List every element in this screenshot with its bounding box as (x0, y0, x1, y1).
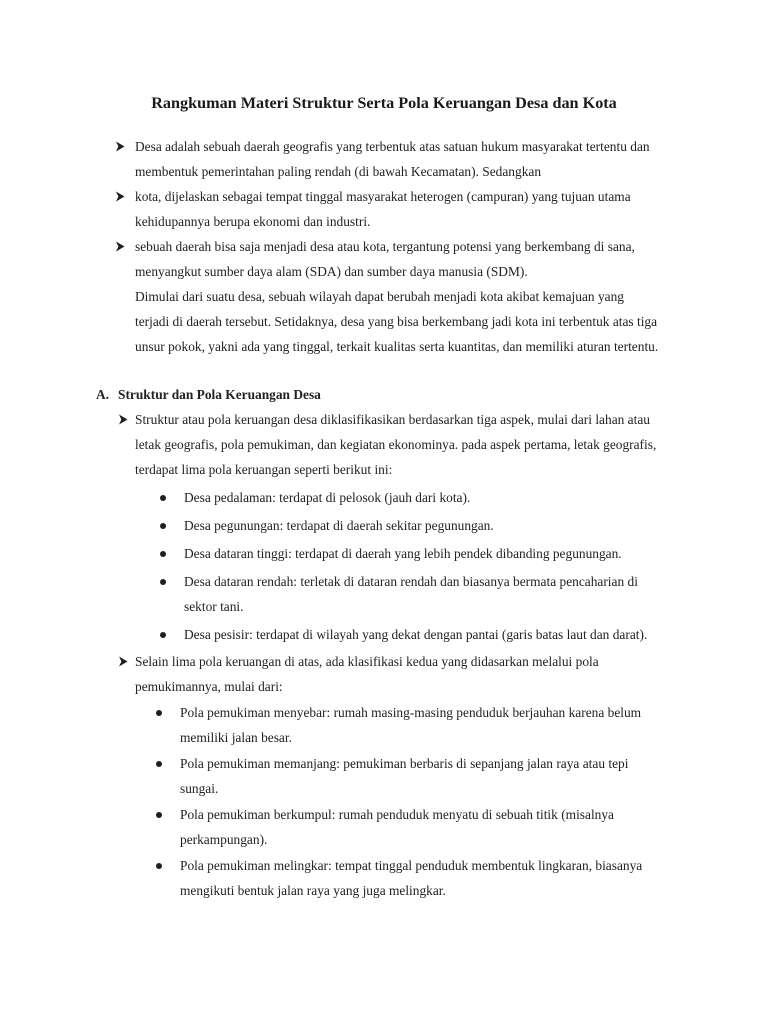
section-a-item (0, 649, 768, 699)
paragraph-line: unsur pokok, yakni ada yang tinggal, terkait kualitas serta kuantitas, dan memiliki aturan tertentu. (135, 339, 659, 354)
list-item (0, 622, 768, 647)
list-item (0, 853, 768, 903)
intro-list (0, 134, 768, 359)
arrow-bullet-icon (114, 234, 126, 259)
arrow-bullet-icon (114, 184, 126, 209)
list-item-text: Desa pegunungan: terdapat di daerah sekitar pegunungan. (184, 518, 494, 533)
list-item (0, 513, 768, 538)
section-a-list (0, 407, 768, 903)
list-item-text: mengikuti bentuk jalan raya yang juga melingkar. (180, 883, 446, 898)
list-item (0, 700, 768, 750)
intro-item (0, 134, 768, 184)
list-item (0, 751, 768, 801)
section-a-item (0, 407, 768, 482)
bullet-dot-icon (160, 523, 166, 529)
intro-item (0, 234, 768, 359)
paragraph-line: kota, dijelaskan sebagai tempat tinggal masyarakat heterogen (campuran) yang tujuan utama (135, 189, 631, 204)
bullet-dot-icon (156, 812, 162, 818)
list-item-text: sungai. (180, 781, 219, 796)
paragraph-line: menyangkut sumber daya alam (SDA) dan sumber daya manusia (SDM). (135, 264, 528, 279)
list-item-text: Desa dataran rendah: terletak di dataran rendah dan biasanya bermata pencaharian di (184, 574, 638, 589)
list-item (0, 569, 768, 619)
bullet-dot-icon (156, 863, 162, 869)
paragraph-line: Struktur atau pola keruangan desa diklasifikasikan berdasarkan tiga aspek, mulai dari lahan atau (135, 412, 650, 427)
bullet-dot-icon (160, 495, 166, 501)
list-item-text: Pola pemukiman melingkar: tempat tinggal penduduk membentuk lingkaran, biasanya (180, 858, 643, 873)
list-item (0, 541, 768, 566)
list-item-text: Pola pemukiman memanjang: pemukiman berbaris di sepanjang jalan raya atau tepi (180, 756, 629, 771)
paragraph-line: membentuk pemerintahan paling rendah (di bawah Kecamatan). Sedangkan (135, 164, 542, 179)
list-item (0, 802, 768, 852)
paragraph-line: Selain lima pola keruangan di atas, ada klasifikasi kedua yang didasarkan melalui pola (135, 654, 599, 669)
list-item-text: Pola pemukiman berkumpul: rumah penduduk menyatu di sebuah titik (misalnya (180, 807, 614, 822)
bullet-dot-icon (160, 579, 166, 585)
arrow-bullet-icon (117, 407, 129, 432)
paragraph-line: kehidupannya berupa ekonomi dan industri. (135, 214, 371, 229)
paragraph-line: Dimulai dari suatu desa, sebuah wilayah dapat berubah menjadi kota akibat kemajuan yang (135, 289, 624, 304)
bullet-dot-icon (160, 632, 166, 638)
paragraph-line: terdapat lima pola keruangan seperti berikut ini: (135, 462, 393, 477)
list-item-text: memiliki jalan besar. (180, 730, 292, 745)
list-item (0, 485, 768, 510)
intro-item (0, 184, 768, 234)
arrow-bullet-icon (114, 134, 126, 159)
list-item-text: Desa dataran tinggi: terdapat di daerah yang lebih pendek dibanding pegunungan. (184, 546, 622, 561)
list-item-text: Desa pesisir: terdapat di wilayah yang dekat dengan pantai (garis batas laut dan darat). (184, 627, 648, 642)
paragraph-line: terjadi di daerah tersebut. Setidaknya, desa yang bisa berkembang jadi kota ini terbentuk atas tiga (135, 314, 658, 329)
document-title: Rangkuman Materi Struktur Serta Pola Keruangan Desa dan Kota (151, 94, 617, 112)
list-item-text: Desa pedalaman: terdapat di pelosok (jauh dari kota). (184, 490, 471, 505)
paragraph-line: letak geografis, pola pemukiman, dan kegiatan ekonominya. pada aspek pertama, letak geografis, (135, 437, 657, 452)
paragraph-line: sebuah daerah bisa saja menjadi desa atau kota, tergantung potensi yang berkembang di sana, (135, 239, 635, 254)
bullet-dot-icon (160, 551, 166, 557)
paragraph-line: Desa adalah sebuah daerah geografis yang terbentuk atas satuan hukum masyarakat tertentu dan (135, 139, 650, 154)
list-item-text: sektor tani. (184, 599, 244, 614)
section-a-marker: A. (96, 387, 110, 402)
list-item-text: perkampungan). (180, 832, 268, 847)
list-item-text: Pola pemukiman menyebar: rumah masing-masing penduduk berjauhan karena belum (180, 705, 642, 720)
section-a-heading-text: Struktur dan Pola Keruangan Desa (118, 387, 321, 402)
bullet-dot-icon (156, 710, 162, 716)
bullet-dot-icon (156, 761, 162, 767)
paragraph-line: pemukimannya, mulai dari: (135, 679, 283, 694)
arrow-bullet-icon (117, 649, 129, 674)
